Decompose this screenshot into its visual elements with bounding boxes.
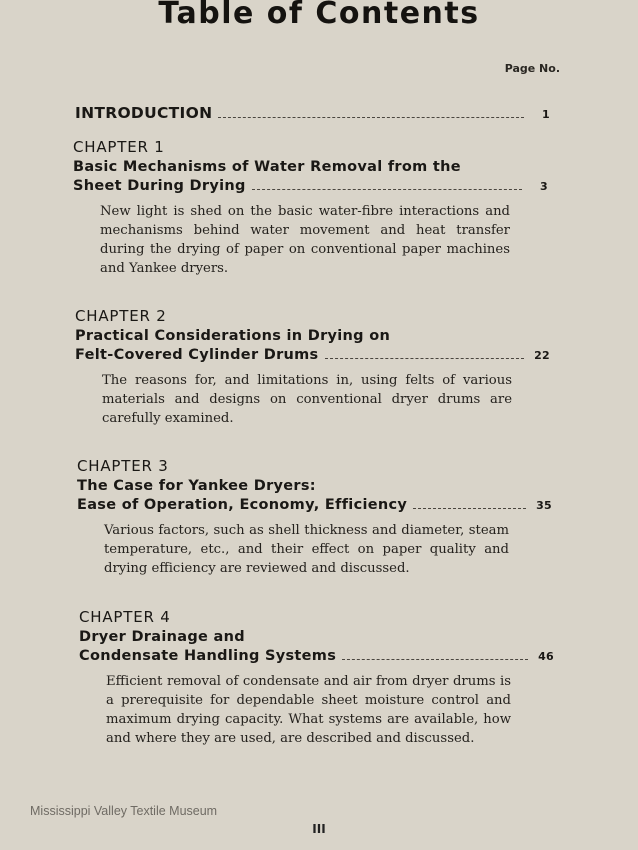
introduction-label: INTRODUCTION <box>75 104 213 122</box>
toc-entry-chapter-4 <box>79 608 554 748</box>
chapter-heading-line-2: Felt-Covered Cylinder Drums 22 <box>75 347 550 363</box>
chapter-label: CHAPTER 1 <box>73 138 165 156</box>
toc-entry-chapter-2 <box>75 307 550 428</box>
page-number: 1 <box>542 108 550 121</box>
museum-watermark: Mississippi Valley Textile Museum <box>30 804 218 818</box>
chapter-heading-line-1: Basic Mechanisms of Water Removal from the <box>73 159 461 175</box>
chapter-label: CHAPTER 4 <box>79 608 171 626</box>
chapter-heading-line-2: Ease of Operation, Economy, Efficiency 35 <box>77 497 552 513</box>
page-number-heading: Page No. <box>504 62 560 75</box>
page-number: 46 <box>538 650 554 663</box>
chapter-heading-line-2: Sheet During Drying 3 <box>73 178 548 194</box>
dot-leader <box>342 658 528 660</box>
page-number: 22 <box>534 349 550 362</box>
dot-leader <box>252 188 522 190</box>
chapter-description: The reasons for, and limitations in, using felts of various materials and designs on conventional dryer drums are carefully examined. <box>102 373 512 426</box>
dot-leader <box>413 507 526 509</box>
chapter-label: CHAPTER 3 <box>77 457 169 475</box>
page-number: 3 <box>540 180 548 193</box>
toc-entry-chapter-1 <box>73 138 548 278</box>
dot-leader <box>325 357 525 359</box>
toc-entry-introduction <box>75 104 550 124</box>
chapter-label: CHAPTER 2 <box>75 307 167 325</box>
chapter-heading-line-1: Dryer Drainage and <box>79 629 245 645</box>
chapter-description: New light is shed on the basic water-fibre interactions and mechanisms behind water movement and heat transfer during the drying of paper on conventional paper machines and Yankee dryers. <box>100 204 510 276</box>
dot-leader <box>218 116 524 118</box>
chapter-description: Various factors, such as shell thickness and diameter, steam temperature, etc., and their effect on paper quality and drying efficiency are reviewed and discussed. <box>104 523 509 576</box>
page-title: Table of Contents <box>158 0 480 31</box>
chapter-description: Efficient removal of condensate and air from dryer drums is a prerequisite for dependable sheet moisture control and maximum drying capacity. What systems are available, how and where they are used, are described and discussed. <box>106 674 511 746</box>
chapter-heading-line-2: Condensate Handling Systems 46 <box>79 648 554 664</box>
chapter-heading-line-1: The Case for Yankee Dryers: <box>77 478 316 494</box>
page-number: 35 <box>536 499 552 512</box>
page-folio: III <box>312 822 326 836</box>
chapter-heading-line-1: Practical Considerations in Drying on <box>75 328 391 344</box>
toc-entry-chapter-3 <box>77 457 552 578</box>
